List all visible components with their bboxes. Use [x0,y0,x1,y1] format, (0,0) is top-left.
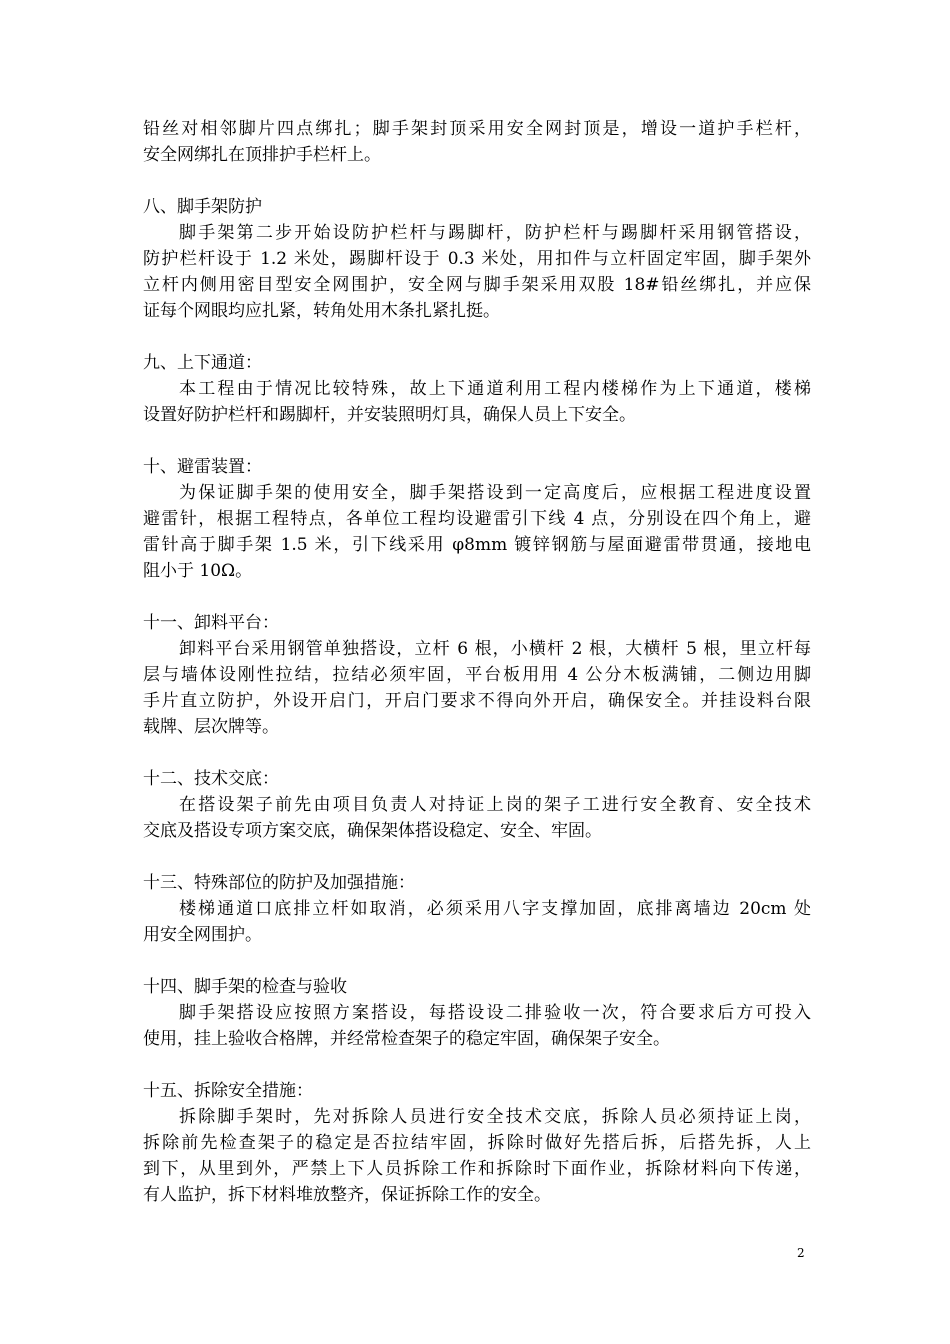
paragraph-line: 为保证脚手架的使用安全，脚手架搭设到一定高度后，应根据工程进度设置 [179,483,811,503]
paragraph-line: 拆除前先检查架子的稳定是否拉结牢固，拆除时做好先搭后拆，后搭先拆，人上 [143,1133,811,1153]
paragraph-line: 交底及搭设专项方案交底，确保架体搭设稳定、安全、牢固。 [143,821,602,841]
paragraph-line: 拆除脚手架时，先对拆除人员进行安全技术交底，拆除人员必须持证上岗， [179,1107,811,1127]
paragraph-line: 安全网绑扎在顶排护手栏杆上。 [143,145,381,165]
section-heading: 十三、特殊部位的防护及加强措施： [143,873,415,893]
section-heading: 十五、拆除安全措施： [143,1081,313,1101]
paragraph-line: 本工程由于情况比较特殊，故上下通道利用工程内楼梯作为上下通道，楼梯 [179,379,811,399]
section-inspection-acceptance [143,974,811,1052]
paragraph-line: 卸料平台采用钢管单独搭设，立杆 6 根，小横杆 2 根，大横杆 5 根，里立杆每 [179,639,811,659]
paragraph-line: 用安全网围护。 [143,925,262,945]
paragraph-line: 防护栏杆设于 1.2 米处，踢脚杆设于 0.3 米处，用扣件与立杆固定牢固，脚手架外 [143,249,811,269]
paragraph-line: 脚手架搭设应按照方案搭设，每搭设设二排验收一次，符合要求后方可投入 [179,1003,811,1023]
section-scaffold-protection [143,194,811,324]
paragraph-line: 楼梯通道口底排立杆如取消，必须采用八字支撑加固，底排离墙边 20cm 处 [179,899,811,919]
paragraph-line: 立杆内侧用密目型安全网围护，安全网与脚手架采用双股 18#铅丝绑扎，并应保 [143,275,811,295]
section-unloading-platform [143,610,811,740]
paragraph-line: 阻小于 10Ω。 [143,561,253,581]
section-heading: 十二、技术交底： [143,769,279,789]
paragraph-line: 铅丝对相邻脚片四点绑扎；脚手架封顶采用安全网封顶是，增设一道护手栏杆， [143,119,811,139]
paragraph-line: 证每个网眼均应扎紧，转角处用木条扎紧扎挺。 [143,301,500,321]
paragraph-line: 有人监护，拆下材料堆放整齐，保证拆除工作的安全。 [143,1185,551,1205]
paragraph-line: 手片直立防护，外设开启门，开启门要求不得向外开启，确保安全。并挂设料台限 [143,691,811,711]
section-special-area-protection [143,870,811,948]
paragraph-line: 设置好防护栏杆和踢脚杆，并安装照明灯具，确保人员上下安全。 [143,405,636,425]
paragraph-line: 层与墙体设刚性拉结，拉结必须牢固，平台板用用 4 公分木板满铺，二侧边用脚 [143,665,811,685]
paragraph-line: 使用，挂上验收合格牌，并经常检查架子的稳定牢固，确保架子安全。 [143,1029,670,1049]
paragraph-line: 在搭设架子前先由项目负责人对持证上岗的架子工进行安全教育、安全技术 [179,795,811,815]
section-heading: 十一、卸料平台： [143,613,279,633]
paragraph-line: 雷针高于脚手架 1.5 米，引下线采用 φ8mm 镀锌钢筋与屋面避雷带贯通，接地电 [143,535,811,555]
intro-paragraph [143,116,811,168]
section-access-passage [143,350,811,428]
paragraph-line: 到下，从里到外，严禁上下人员拆除工作和拆除时下面作业，拆除材料向下传递， [143,1159,811,1179]
section-technical-briefing [143,766,811,844]
section-heading: 九、上下通道： [143,353,262,373]
section-lightning-protection [143,454,811,584]
section-heading: 十、避雷装置： [143,457,262,477]
document-body [143,116,811,1208]
paragraph-line: 脚手架第二步开始设防护栏杆与踢脚杆，防护栏杆与踢脚杆采用钢管搭设， [179,223,811,243]
paragraph-line: 避雷针，根据工程特点，各单位工程均设避雷引下线 4 点，分别设在四个角上，避 [143,509,811,529]
page-number: 2 [797,1246,805,1260]
paragraph-line: 载牌、层次牌等。 [143,717,279,737]
section-heading: 八、脚手架防护 [143,197,262,217]
section-dismantling-safety [143,1078,811,1208]
section-heading: 十四、脚手架的检查与验收 [143,977,347,997]
